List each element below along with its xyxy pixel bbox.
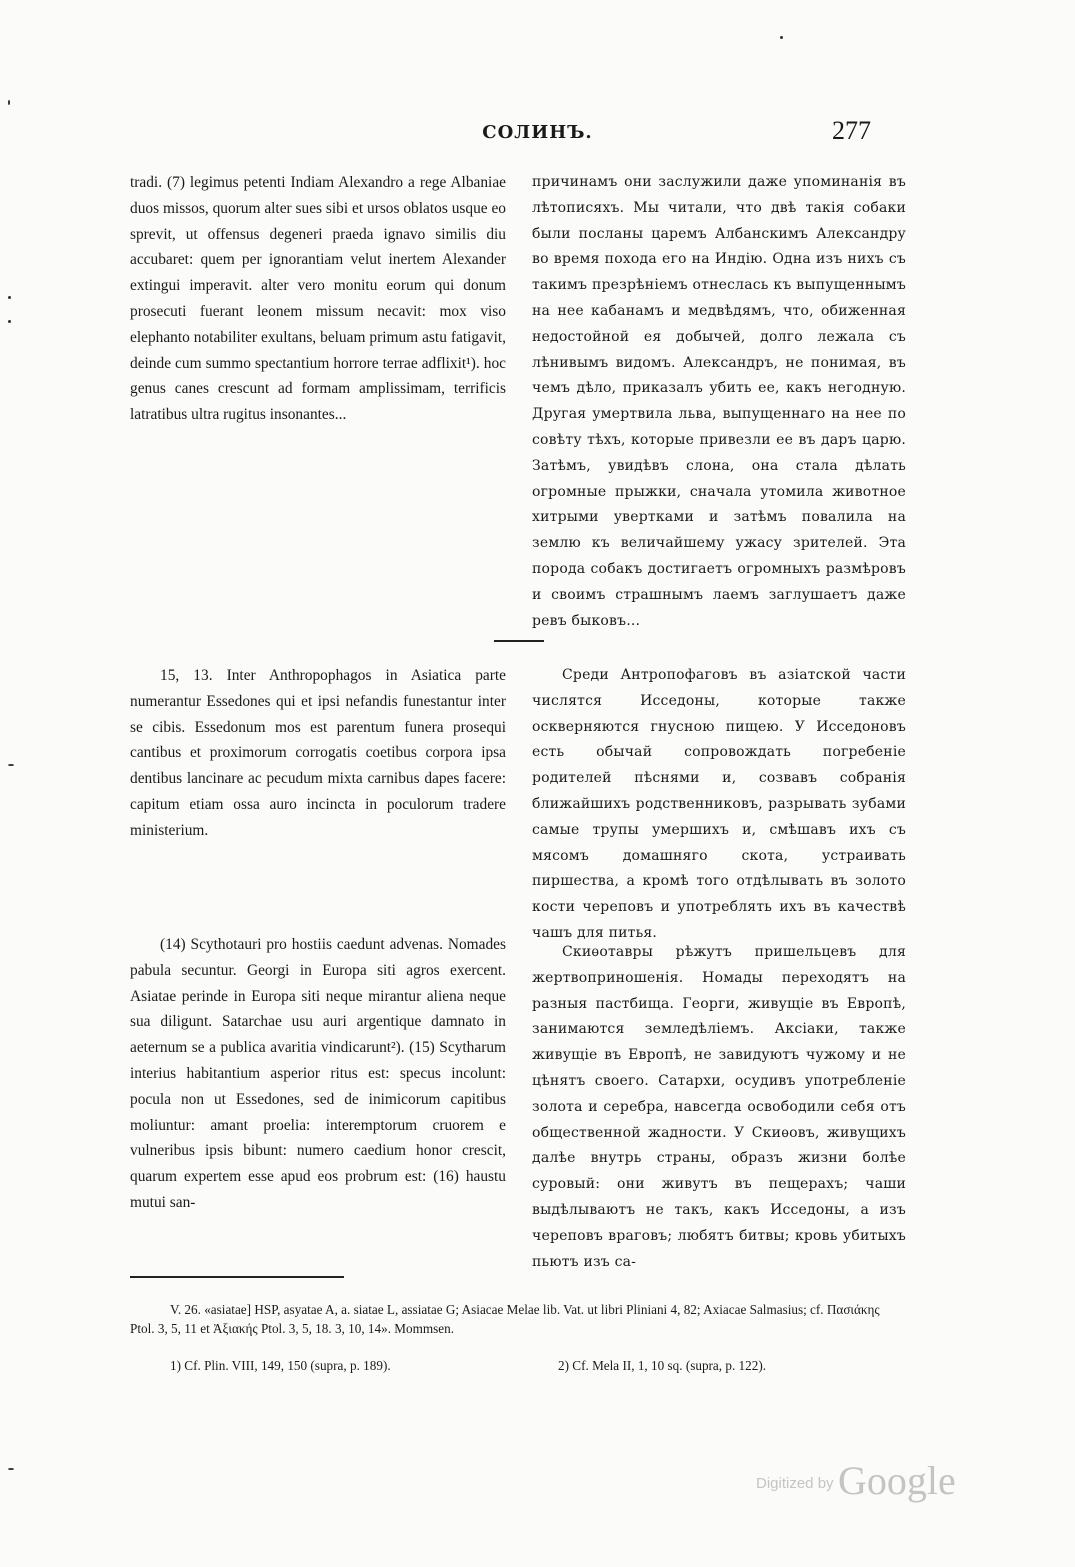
page-header-title: СОЛИНЪ. <box>482 122 593 143</box>
russian-column-top <box>532 170 906 634</box>
page-number: 277 <box>832 116 871 145</box>
watermark-prefix: Digitized by <box>756 1475 834 1492</box>
footnote-2: 2) Cf. Mela II, 1, 10 sq. (supra, p. 122). <box>558 1358 767 1373</box>
latin-column-bottom <box>130 932 506 1216</box>
footnote-1: 1) Cf. Plin. VIII, 149, 150 (supra, p. 189). <box>170 1358 391 1373</box>
digitized-watermark <box>756 1457 956 1504</box>
russian-column-bottom <box>532 940 906 1275</box>
latin-paragraph-bottom: (14) Scythotauri pro hostiis caedunt advenas. Nomades pabula secuntur. Georgi in Europa siti agros exercent. Asiatae perinde in Europa siti neque mirantur aliena neque sua diligunt. Satarchae usu auri argentique damnato in aeternum se a publica avaritia vindicarunt²). (15) Scytharum interius habitantium asperior ritus est: specus incolunt: pocula non ut Essedones, sed de inimicorum capitibus moliuntur: amant proelia: interemptorum cruorem e vulneribus ipsis bibunt: numero caedium honor crescit, quarum expertem esse apud eos probrum est: (16) haustu mutui san- <box>130 936 506 1211</box>
latin-column-middle <box>130 663 506 844</box>
section-divider <box>494 640 544 642</box>
scan-speck <box>780 36 783 39</box>
footnote-rule <box>130 1276 344 1278</box>
scan-speck <box>8 320 11 323</box>
russian-paragraph-bottom: Скиѳотавры рѣжутъ пришельцевъ для жертвоприношенія. Номады переходятъ на разныя пастбища. Георги, живущіе въ Европѣ, занимаются земледѣліемъ. Аксіаки, также живущіе въ Европѣ, не завидуютъ чужому и не цѣнятъ своего. Сатархи, осудивъ употребленіе золота и серебра, навсегда освободили себя отъ общественной жадности. У Скиѳовъ, живущихъ далѣе внутрь страны, образъ жизни болѣе суровый: они живутъ въ пещерахъ; чаши выдѣлываютъ не такъ, какъ Исседоны, а изъ череповъ враговъ; любятъ битвы; кровь убитыхъ пьютъ изъ са- <box>532 944 906 1270</box>
scan-speck <box>8 296 11 299</box>
critical-apparatus: V. 26. «asiatae] HSP, asyatae A, a. siatae L, assiatae G; Asiacae Melae lib. Vat. ut libri Pliniani 4, 82; Axiacae Salmasius; cf. Πασιάκης Ptol. 3, 5, 11 et Ἀξιακής Ptol. 3, 5, 18. 3, 10, 14». Mommsen. <box>130 1302 880 1336</box>
scan-speck <box>8 100 10 105</box>
russian-column-middle <box>532 663 906 947</box>
latin-paragraph-top: tradi. (7) legimus petenti Indiam Alexandro a rege Albaniae duos missos, quorum alter sues sibi et ursos oblatos usque eo sprevit, ut offensus degeneri praeda ignavo similis diu accubaret: quem per ignorantiam velut inertem Alexander extingui imperavit. alter vero monitu eorum qui donum prosecuti fuerant leonem missum necavit: mox viso elephanto notabiliter exultans, beluam primum astu fatigavit, deinde cum summo spectantium horrore terrae adflixit¹). hoc genus canes crescunt ad formam amplissimam, terrificis latratibus ultra rugitus insonantes... <box>130 174 506 424</box>
russian-paragraph-middle: Среди Антропофаговъ въ азіатской части числятся Исседоны, которые также оскверняются гнусною пищею. У Исседоновъ есть обычай сопровождать погребеніе родителей пѣснями и, созвавъ собранія ближайшихъ родственниковъ, разрывать зубами самые трупы умершихъ и, смѣшавъ ихъ съ мясомъ домашняго скота, устраивать пиршества, а кромѣ того отдѣлывать въ золото кости череповъ и употреблять ихъ въ качествѣ чашъ для питья. <box>532 667 906 941</box>
scan-speck <box>8 764 14 766</box>
russian-paragraph-top: причинамъ они заслужили даже упоминанія въ лѣтописяхъ. Мы читали, что двѣ такія собаки были посланы царемъ Албанскимъ Александру во время похода его на Индію. Одна изъ нихъ съ такимъ презрѣніемъ отнеслась къ выпущеннымъ на нее кабанамъ и медвѣдямъ, что, обиженная недостойной ея добычей, долго лежала съ лѣнивымъ видомъ. Александръ, не понимая, въ чемъ дѣло, приказалъ убить ее, какъ негодную. Другая умертвила льва, выпущеннаго на нее по совѣту тѣхъ, которые привезли ее въ даръ царю. Затѣмъ, увидѣвъ слона, она стала дѣлать огромные прыжки, сначала утомила животное хитрыми увертками и затѣмъ повалила на землю къ величайшему ужасу зрителей. Эта порода собакъ достигаетъ огромныхъ размѣровъ и своимъ страшнымъ лаемъ заглушаетъ даже ревъ быковъ... <box>532 174 906 629</box>
scan-speck <box>8 1468 14 1470</box>
watermark-brand: Google <box>838 1458 956 1503</box>
latin-paragraph-middle: 15, 13. Inter Anthropophagos in Asiatica parte numerantur Essedones qui et ipsi nefandis funestantur inter se cibis. Essedonum mos est parentum funera prosequi cantibus et proximorum corrogatis coetibus corpora ipsa dentibus lancinare ac pecudum mixta carnibus dapes facere: capitum etiam ossa auro incincta in poculorum tradere ministerium. <box>130 667 506 839</box>
latin-column-top <box>130 170 506 428</box>
